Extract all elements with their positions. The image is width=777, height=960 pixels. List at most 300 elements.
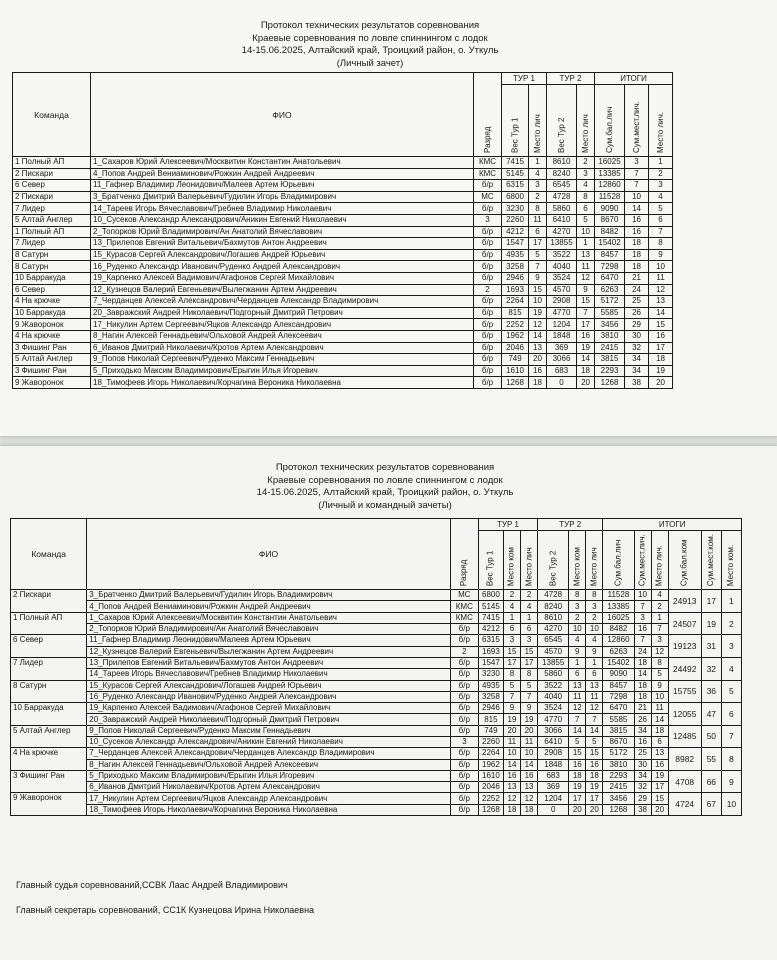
cell-team-place1: 11 xyxy=(503,736,520,747)
cell-place1: 17 xyxy=(529,238,547,250)
cell-weight2: 683 xyxy=(538,770,569,781)
cell-place: 2 xyxy=(651,601,668,612)
col-weight2: Вес Тур 2 xyxy=(547,85,577,157)
cell-place: 9 xyxy=(651,680,668,691)
cell-team: 2 Пискари xyxy=(13,168,91,180)
cell-rank: б/р xyxy=(474,261,502,273)
cell-rank: 3 xyxy=(450,736,478,747)
cell-place2: 2 xyxy=(577,157,595,169)
cell-rank: б/р xyxy=(474,180,502,192)
col-place: Место лич. xyxy=(649,85,673,157)
cell-team-place: 4 xyxy=(721,657,741,680)
cell-place: 18 xyxy=(649,354,673,366)
cell-team-points: 15755 xyxy=(668,680,701,703)
table-row xyxy=(13,249,673,261)
cell-team: 4 На крючке xyxy=(13,296,91,308)
cell-team-place2: 3 xyxy=(569,601,586,612)
cell-sum-places: 38 xyxy=(625,377,649,389)
cell-place2: 18 xyxy=(586,770,603,781)
cell-name: 11_Гафнер Владимир Леонидович/Малеев Артем Юрьевич xyxy=(87,635,450,646)
cell-rank: КМС xyxy=(474,168,502,180)
cell-team-place2: 7 xyxy=(569,714,586,725)
cell-name: 10_Сусеков Александр Александрович/Аникин Евгений Николаевич xyxy=(87,736,450,747)
cell-place: 5 xyxy=(651,669,668,680)
cell-rank: МС xyxy=(474,191,502,203)
cell-sum-places: 24 xyxy=(625,284,649,296)
cell-weight2: 683 xyxy=(547,365,577,377)
group-totals: ИТОГИ xyxy=(595,73,673,85)
cell-place2: 12 xyxy=(586,703,603,714)
col-team-place1: Место ком xyxy=(503,531,520,590)
cell-weight1: 815 xyxy=(502,307,529,319)
cell-place: 3 xyxy=(651,635,668,646)
cell-team-place2: 17 xyxy=(569,793,586,804)
cell-name: 6_Иванов Дмитрий Николаевич/Кротов Артем Александрович xyxy=(87,782,450,793)
cell-place1: 20 xyxy=(529,354,547,366)
cell-place1: 2 xyxy=(529,191,547,203)
cell-place1: 6 xyxy=(529,226,547,238)
cell-sum-places: 32 xyxy=(625,342,649,354)
table-row xyxy=(11,624,742,635)
cell-weight2: 0 xyxy=(547,377,577,389)
cell-team-sum-places: 67 xyxy=(701,793,721,816)
cell-weight1: 815 xyxy=(478,714,503,725)
cell-rank: б/р xyxy=(474,342,502,354)
cell-rank: б/р xyxy=(474,296,502,308)
cell-sum-places: 7 xyxy=(634,601,651,612)
cell-team-points: 4708 xyxy=(668,770,701,793)
cell-team-place: 5 xyxy=(721,680,741,703)
cell-sum-points: 16025 xyxy=(595,157,625,169)
cell-place1: 7 xyxy=(529,261,547,273)
cell-rank: МС xyxy=(450,590,478,601)
cell-sum-points: 7298 xyxy=(603,691,634,702)
cell-team-place2: 18 xyxy=(569,770,586,781)
cell-sum-points: 6470 xyxy=(603,703,634,714)
cell-rank: б/р xyxy=(450,691,478,702)
cell-weight2: 369 xyxy=(547,342,577,354)
cell-team: 5 Алтай Англер xyxy=(13,214,91,226)
cell-team-place: 2 xyxy=(721,612,741,635)
cell-place: 9 xyxy=(649,249,673,261)
cell-rank: 2 xyxy=(474,284,502,296)
cell-place1: 8 xyxy=(529,203,547,215)
cell-place1: 4 xyxy=(521,601,538,612)
cell-place2: 19 xyxy=(586,782,603,793)
table-row xyxy=(13,157,673,169)
cell-weight2: 4728 xyxy=(547,191,577,203)
table-row xyxy=(13,307,673,319)
cell-weight1: 1547 xyxy=(502,238,529,250)
table-row xyxy=(11,691,742,702)
cell-place2: 11 xyxy=(577,261,595,273)
table-row xyxy=(11,669,742,680)
group-tour1: ТУР 1 xyxy=(478,519,537,531)
cell-rank: б/р xyxy=(474,307,502,319)
table-row xyxy=(11,748,742,759)
cell-sum-places: 16 xyxy=(625,226,649,238)
cell-place1: 15 xyxy=(521,646,538,657)
cell-weight1: 2264 xyxy=(478,748,503,759)
cell-team: 10 Барракуда xyxy=(11,703,87,726)
table-row xyxy=(11,793,742,804)
cell-place: 14 xyxy=(651,714,668,725)
cell-name: 17_Никулин Артем Сергеевич/Яцков Александр Александрович xyxy=(91,319,474,331)
cell-sum-points: 8670 xyxy=(603,736,634,747)
cell-rank: б/р xyxy=(474,319,502,331)
group-tour1: ТУР 1 xyxy=(502,73,547,85)
cell-rank: КМС xyxy=(474,157,502,169)
cell-weight1: 4935 xyxy=(502,249,529,261)
protocol-title: Протокол технических результатов соревнования xyxy=(275,462,495,473)
cell-weight1: 5145 xyxy=(502,168,529,180)
cell-name: 20_Завражский Андрей Николаевич/Подгорный Дмитрий Петрович xyxy=(91,307,474,319)
cell-weight2: 4270 xyxy=(538,624,569,635)
standings-type: (Личный зачет) xyxy=(336,57,404,69)
cell-sum-points: 8457 xyxy=(603,680,634,691)
cell-weight1: 6800 xyxy=(478,590,503,601)
cell-place2: 8 xyxy=(577,191,595,203)
cell-name: 18_Тимофеев Игорь Николаевич/Корчагина Вероника Николаевна xyxy=(91,377,474,389)
cell-sum-points: 8482 xyxy=(603,624,634,635)
cell-name: 1_Сахаров Юрий Алексеевич/Москвитин Константин Анатольевич xyxy=(91,157,474,169)
cell-place2: 3 xyxy=(577,168,595,180)
cell-team-place: 1 xyxy=(721,590,741,613)
cell-weight1: 1693 xyxy=(478,646,503,657)
cell-name: 18_Тимофеев Игорь Николаевич/Корчагина Вероника Николаевна xyxy=(87,804,450,815)
cell-weight1: 2946 xyxy=(478,703,503,714)
col-sum-points: Сум.бал.лич xyxy=(595,85,625,157)
cell-sum-places: 25 xyxy=(625,296,649,308)
cell-rank: б/р xyxy=(450,782,478,793)
cell-weight1: 6800 xyxy=(502,191,529,203)
cell-place1: 13 xyxy=(529,342,547,354)
cell-name: 5_Приходько Максим Владимирович/Ерыгин Илья Игоревич xyxy=(87,770,450,781)
cell-place: 11 xyxy=(649,272,673,284)
cell-weight1: 749 xyxy=(478,725,503,736)
cell-team-place1: 20 xyxy=(503,725,520,736)
cell-sum-points: 2415 xyxy=(603,782,634,793)
cell-sum-points: 15402 xyxy=(603,657,634,668)
cell-place2: 15 xyxy=(586,748,603,759)
cell-place2: 6 xyxy=(577,203,595,215)
cell-team: 8 Сатурн xyxy=(13,249,91,261)
cell-sum-places: 21 xyxy=(634,703,651,714)
cell-weight2: 4270 xyxy=(547,226,577,238)
cell-sum-points: 1268 xyxy=(603,804,634,815)
cell-team-place1: 6 xyxy=(503,624,520,635)
cell-sum-points: 5172 xyxy=(595,296,625,308)
cell-weight1: 7415 xyxy=(502,157,529,169)
cell-team-place2: 13 xyxy=(569,680,586,691)
cell-sum-places: 29 xyxy=(625,319,649,331)
cell-place: 1 xyxy=(649,157,673,169)
cell-team: 10 Барракуда xyxy=(13,272,91,284)
cell-team-place2: 1 xyxy=(569,657,586,668)
cell-weight2: 4770 xyxy=(547,307,577,319)
cell-team-place2: 5 xyxy=(569,736,586,747)
cell-weight2: 13855 xyxy=(547,238,577,250)
cell-sum-places: 14 xyxy=(625,203,649,215)
cell-weight2: 8610 xyxy=(547,157,577,169)
col-rank: Разряд xyxy=(450,519,478,590)
cell-place: 12 xyxy=(649,284,673,296)
cell-place: 18 xyxy=(651,725,668,736)
cell-place1: 10 xyxy=(521,748,538,759)
cell-weight1: 2252 xyxy=(502,319,529,331)
cell-place2: 16 xyxy=(586,759,603,770)
cell-team-place2: 9 xyxy=(569,646,586,657)
cell-weight1: 1962 xyxy=(502,330,529,342)
cell-team-place2: 20 xyxy=(569,804,586,815)
cell-team: 3 Фишинг Ран xyxy=(11,770,87,793)
table-row xyxy=(11,714,742,725)
table-row xyxy=(11,680,742,691)
cell-place2: 4 xyxy=(586,635,603,646)
cell-team-place1: 16 xyxy=(503,770,520,781)
cell-sum-places: 7 xyxy=(634,635,651,646)
cell-weight1: 7415 xyxy=(478,612,503,623)
cell-place1: 14 xyxy=(521,759,538,770)
cell-place2: 1 xyxy=(577,238,595,250)
table-row xyxy=(11,635,742,646)
cell-name: 10_Сусеков Александр Александрович/Аникин Евгений Николаевич xyxy=(91,214,474,226)
cell-sum-places: 16 xyxy=(634,736,651,747)
cell-sum-points: 3456 xyxy=(603,793,634,804)
cell-place: 19 xyxy=(651,770,668,781)
cell-sum-points: 2415 xyxy=(595,342,625,354)
cell-weight1: 3230 xyxy=(502,203,529,215)
cell-name: 14_Тареев Игорь Вячеславович/Гребнев Владимир Николаевич xyxy=(91,203,474,215)
cell-name: 4_Попов Андрей Вениаминович/Рожкин Андрей Андреевич xyxy=(91,168,474,180)
cell-place2: 4 xyxy=(577,180,595,192)
cell-weight2: 1848 xyxy=(547,330,577,342)
cell-sum-points: 2293 xyxy=(595,365,625,377)
cell-weight1: 1547 xyxy=(478,657,503,668)
cell-team-sum-places: 50 xyxy=(701,725,721,748)
cell-place: 13 xyxy=(651,748,668,759)
cell-place1: 1 xyxy=(521,612,538,623)
cell-place1: 2 xyxy=(521,590,538,601)
table-row xyxy=(11,782,742,793)
cell-place1: 12 xyxy=(521,793,538,804)
cell-team-place: 3 xyxy=(721,635,741,658)
cell-rank: б/р xyxy=(450,793,478,804)
cell-sum-points: 6263 xyxy=(603,646,634,657)
cell-weight1: 6315 xyxy=(502,180,529,192)
cell-rank: КМС xyxy=(450,612,478,623)
cell-team-place1: 10 xyxy=(503,748,520,759)
cell-rank: б/р xyxy=(450,748,478,759)
cell-place2: 7 xyxy=(577,307,595,319)
cell-weight2: 3522 xyxy=(547,249,577,261)
cell-team: 9 Жаворонок xyxy=(13,377,91,389)
table-row xyxy=(11,804,742,815)
cell-sum-places: 26 xyxy=(634,714,651,725)
cell-place1: 9 xyxy=(521,703,538,714)
col-sum-places: Сум.мест.лич. xyxy=(625,85,649,157)
cell-rank: б/р xyxy=(450,725,478,736)
cell-place2: 20 xyxy=(586,804,603,815)
cell-name: 9_Попов Николай Сергеевич/Руденко Максим Геннадьевич xyxy=(91,354,474,366)
table-row xyxy=(11,657,742,668)
cell-sum-points: 6470 xyxy=(595,272,625,284)
cell-weight2: 6410 xyxy=(547,214,577,226)
cell-team-place: 8 xyxy=(721,748,741,771)
cell-weight2: 3066 xyxy=(547,354,577,366)
cell-weight2: 6545 xyxy=(547,180,577,192)
cell-place: 14 xyxy=(649,307,673,319)
personal-results-body xyxy=(13,157,673,389)
cell-place2: 13 xyxy=(586,680,603,691)
cell-place1: 3 xyxy=(521,635,538,646)
table-row xyxy=(13,214,673,226)
cell-name: 16_Руденко Александр Иванович/Руденко Андрей Александрович xyxy=(87,691,450,702)
cell-team-place2: 12 xyxy=(569,703,586,714)
cell-team: 5 Алтай Англер xyxy=(11,725,87,748)
cell-sum-places: 7 xyxy=(625,168,649,180)
cell-rank: КМС xyxy=(450,601,478,612)
cell-sum-points: 3810 xyxy=(603,759,634,770)
cell-name: 4_Попов Андрей Вениаминович/Рожкин Андрей Андреевич xyxy=(87,601,450,612)
cell-weight1: 3258 xyxy=(502,261,529,273)
table-row xyxy=(13,377,673,389)
cell-team: 2 Пискари xyxy=(13,191,91,203)
cell-sum-places: 29 xyxy=(634,793,651,804)
cell-weight2: 4728 xyxy=(538,590,569,601)
cell-place1: 12 xyxy=(529,319,547,331)
cell-weight2: 6410 xyxy=(538,736,569,747)
cell-place1: 4 xyxy=(529,168,547,180)
cell-place: 11 xyxy=(651,703,668,714)
cell-place2: 14 xyxy=(586,725,603,736)
cell-weight2: 3066 xyxy=(538,725,569,736)
cell-place1: 19 xyxy=(529,307,547,319)
cell-team-place1: 7 xyxy=(503,691,520,702)
cell-name: 12_Кузнецов Валерий Евгеньевич/Вылегжанин Артем Андреевич xyxy=(87,646,450,657)
cell-name: 17_Никулин Артем Сергеевич/Яцков Александр Александрович xyxy=(87,793,450,804)
cell-sum-places: 18 xyxy=(634,680,651,691)
cell-sum-points: 8457 xyxy=(595,249,625,261)
cell-team: 7 Лидер xyxy=(11,657,87,680)
cell-team-sum-places: 55 xyxy=(701,748,721,771)
cell-place: 19 xyxy=(649,365,673,377)
cell-place2: 7 xyxy=(586,714,603,725)
table-row xyxy=(13,342,673,354)
cell-sum-points: 8482 xyxy=(595,226,625,238)
table-row xyxy=(11,646,742,657)
cell-team-place1: 1 xyxy=(503,612,520,623)
cell-place: 10 xyxy=(651,691,668,702)
cell-name: 7_Черданцев Алексей Александрович/Черданцев Александр Владимирович xyxy=(87,748,450,759)
cell-name: 8_Нагин Алексей Геннадьевич/Ольховой Андрей Алексеевич xyxy=(87,759,450,770)
cell-team-place2: 8 xyxy=(569,590,586,601)
competition-name: Краевые соревнования по ловле спиннингом с лодок xyxy=(252,32,488,44)
cell-name: 3_Братченко Дмитрий Валерьевич/Гудилин Игорь Владимирович xyxy=(87,590,450,601)
cell-place: 17 xyxy=(651,782,668,793)
cell-team-place1: 5 xyxy=(503,680,520,691)
cell-sum-points: 16025 xyxy=(603,612,634,623)
cell-name: 15_Курасов Сергей Александрович/Логашев Андрей Юрьевич xyxy=(87,680,450,691)
cell-team: 6 Север xyxy=(13,284,91,296)
cell-place2: 1 xyxy=(586,657,603,668)
cell-team: 7 Лидер xyxy=(13,238,91,250)
cell-weight2: 6545 xyxy=(538,635,569,646)
group-tour2: ТУР 2 xyxy=(538,519,603,531)
cell-team-place1: 18 xyxy=(503,804,520,815)
cell-weight1: 1693 xyxy=(502,284,529,296)
cell-weight2: 3522 xyxy=(538,680,569,691)
cell-weight1: 2260 xyxy=(478,736,503,747)
protocol-personal-sheet xyxy=(0,0,777,436)
cell-sum-points: 5585 xyxy=(595,307,625,319)
cell-team-sum-places: 36 xyxy=(701,680,721,703)
cell-sum-points: 3815 xyxy=(595,354,625,366)
cell-place2: 10 xyxy=(577,226,595,238)
cell-weight1: 2264 xyxy=(502,296,529,308)
cell-weight2: 4570 xyxy=(547,284,577,296)
cell-team-points: 12485 xyxy=(668,725,701,748)
cell-weight1: 1962 xyxy=(478,759,503,770)
cell-team: 2 Пискари xyxy=(11,590,87,613)
cell-weight2: 8610 xyxy=(538,612,569,623)
col-team-place2: Место ком xyxy=(569,531,586,590)
cell-place1: 11 xyxy=(529,214,547,226)
cell-name: 13_Прилепов Евгений Витальевич/Бахмутов Антон Андреевич xyxy=(91,238,474,250)
table-row xyxy=(13,365,673,377)
team-results-table xyxy=(10,518,742,816)
cell-team-sum-places: 32 xyxy=(701,657,721,680)
cell-team-sum-places: 47 xyxy=(701,703,721,726)
cell-sum-points: 3815 xyxy=(603,725,634,736)
col-weight1: Вес Тур 1 xyxy=(478,531,503,590)
cell-team-place2: 4 xyxy=(569,635,586,646)
table-row xyxy=(13,319,673,331)
cell-sum-points: 12860 xyxy=(603,635,634,646)
table-row xyxy=(13,296,673,308)
cell-place1: 13 xyxy=(521,782,538,793)
cell-sum-places: 34 xyxy=(634,770,651,781)
protocol-personal-header xyxy=(140,20,600,70)
cell-sum-places: 30 xyxy=(625,330,649,342)
cell-weight1: 3258 xyxy=(478,691,503,702)
col-place1: Место лич xyxy=(521,531,538,590)
cell-sum-places: 21 xyxy=(625,272,649,284)
cell-team-place1: 17 xyxy=(503,657,520,668)
cell-weight2: 1848 xyxy=(538,759,569,770)
cell-place2: 13 xyxy=(577,249,595,261)
cell-team: 3 Фишинг Ран xyxy=(13,365,91,377)
cell-team-points: 19123 xyxy=(668,635,701,658)
cell-place1: 19 xyxy=(521,714,538,725)
cell-place: 16 xyxy=(649,330,673,342)
protocol-team-header xyxy=(150,462,620,512)
cell-rank: б/р xyxy=(450,770,478,781)
cell-place: 6 xyxy=(649,214,673,226)
table-row xyxy=(13,272,673,284)
cell-team: 1 Полный АП xyxy=(13,226,91,238)
cell-place1: 20 xyxy=(521,725,538,736)
cell-name: 13_Прилепов Евгений Витальевич/Бахмутов Антон Андреевич xyxy=(87,657,450,668)
chief-judge-signature-line: Главный судья соревнований,ССВК Лаас Андрей Владимирович xyxy=(16,880,288,890)
cell-rank: б/р xyxy=(450,804,478,815)
cell-name: 5_Приходько Максим Владимирович/Ерыгин Илья Игоревич xyxy=(91,365,474,377)
cell-team-points: 4724 xyxy=(668,793,701,816)
table-row xyxy=(11,736,742,747)
cell-team-place1: 13 xyxy=(503,782,520,793)
cell-place: 8 xyxy=(651,657,668,668)
col-team: Команда xyxy=(13,73,91,157)
